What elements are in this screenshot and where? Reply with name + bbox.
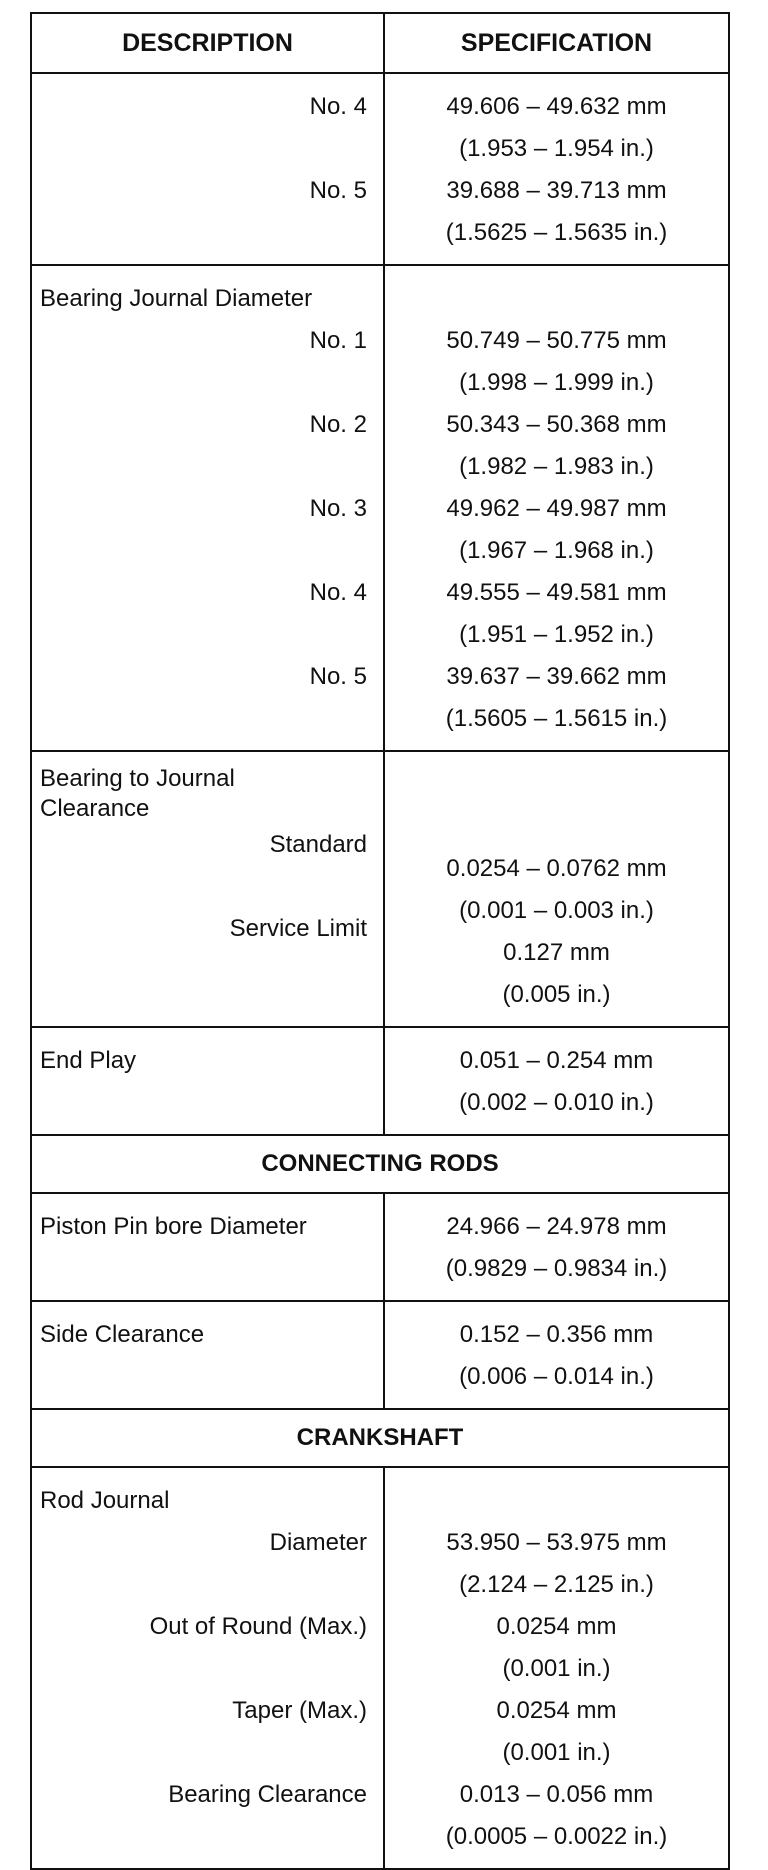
spec-value: (0.001 in.)	[502, 1739, 611, 1766]
spec-value: 49.606 – 49.632 mm	[446, 93, 667, 120]
item-label: Bearing Clearance	[168, 1781, 367, 1808]
spec-table	[30, 12, 730, 1870]
item-label	[40, 212, 367, 254]
item-label: No. 4	[309, 579, 367, 606]
specification-cell	[385, 1194, 728, 1300]
description-cell	[32, 74, 385, 264]
table-header	[32, 14, 728, 74]
spec-value: 0.127 mm	[503, 939, 610, 966]
spec-value: 53.950 – 53.975 mm	[446, 1529, 667, 1556]
section-heading: Bearing Journal Diameter	[40, 285, 313, 312]
piston-pin-bore-section	[32, 1194, 728, 1302]
spec-value: (0.005 in.)	[502, 981, 611, 1008]
item-label	[40, 128, 367, 170]
spec-value: (1.5605 – 1.5615 in.)	[445, 705, 668, 732]
spec-value	[385, 1480, 728, 1522]
spec-value: (1.982 – 1.983 in.)	[459, 453, 654, 480]
item-label: No. 2	[309, 411, 367, 438]
section-heading: Side Clearance	[40, 1321, 205, 1348]
item-label	[40, 446, 367, 488]
specification-cell	[385, 266, 728, 750]
spec-value: (0.002 – 0.010 in.)	[459, 1089, 654, 1116]
spec-value: 39.688 – 39.713 mm	[446, 177, 667, 204]
description-cell	[32, 1468, 385, 1868]
description-cell	[32, 1028, 385, 1134]
section-heading: Piston Pin bore Diameter	[40, 1213, 307, 1240]
item-label	[40, 530, 367, 572]
spec-value: (1.967 – 1.968 in.)	[459, 537, 654, 564]
description-cell	[32, 1302, 385, 1408]
item-label	[40, 1816, 367, 1858]
specification-cell	[385, 1028, 728, 1134]
description-cell	[32, 1194, 385, 1300]
connecting-rods-band: CONNECTING RODS	[32, 1136, 728, 1194]
spec-value: (1.5625 – 1.5635 in.)	[445, 219, 668, 246]
rod-journal-section	[32, 1468, 728, 1868]
item-label: Standard	[269, 831, 367, 858]
spec-value: 0.0254 mm	[496, 1613, 617, 1640]
end-play-section	[32, 1028, 728, 1136]
description-header: DESCRIPTION	[32, 14, 385, 72]
spec-value: 0.013 – 0.056 mm	[459, 1781, 654, 1808]
spec-value: 49.962 – 49.987 mm	[446, 495, 667, 522]
journal-continuation-section	[32, 74, 728, 266]
specification-cell	[385, 1468, 728, 1868]
item-label	[40, 698, 367, 740]
spec-value: 0.0254 mm	[496, 1697, 617, 1724]
item-label	[40, 1648, 367, 1690]
spec-value: 24.966 – 24.978 mm	[446, 1213, 667, 1240]
spec-value: (1.953 – 1.954 in.)	[459, 135, 654, 162]
spec-value: 50.343 – 50.368 mm	[446, 411, 667, 438]
item-label	[40, 866, 367, 908]
spec-value: 0.051 – 0.254 mm	[459, 1047, 654, 1074]
spec-value: 50.749 – 50.775 mm	[446, 327, 667, 354]
section-heading: End Play	[40, 1047, 137, 1074]
bearing-to-journal-clearance-section	[32, 752, 728, 1028]
spec-value: (1.998 – 1.999 in.)	[459, 369, 654, 396]
bearing-journal-diameter-section	[32, 266, 728, 752]
side-clearance-section	[32, 1302, 728, 1410]
description-cell	[32, 266, 385, 750]
spec-value: 0.0254 – 0.0762 mm	[446, 855, 667, 882]
description-cell	[32, 752, 385, 1026]
spec-value: 39.637 – 39.662 mm	[446, 663, 667, 690]
spec-value: (1.951 – 1.952 in.)	[459, 621, 654, 648]
section-heading-line1: Bearing to Journal	[40, 765, 235, 792]
item-label: No. 1	[309, 327, 367, 354]
item-label: No. 5	[309, 663, 367, 690]
specification-cell	[385, 1302, 728, 1408]
item-label: Taper (Max.)	[232, 1697, 367, 1724]
spec-spacer	[385, 806, 728, 848]
item-label: No. 3	[309, 495, 367, 522]
spec-spacer	[385, 764, 728, 806]
item-label	[40, 614, 367, 656]
section-heading: Rod Journal	[40, 1487, 170, 1514]
specification-header: SPECIFICATION	[460, 28, 653, 57]
specification-cell	[385, 752, 728, 1026]
spec-value: (0.9829 – 0.9834 in.)	[445, 1255, 668, 1282]
item-label: Service Limit	[229, 915, 367, 942]
specification-cell	[385, 74, 728, 264]
item-label	[40, 1564, 367, 1606]
crankshaft-band: CRANKSHAFT	[32, 1410, 728, 1468]
spec-value: (0.0005 – 0.0022 in.)	[445, 1823, 668, 1850]
item-label: No. 5	[309, 177, 367, 204]
spec-value	[385, 278, 728, 320]
section-heading-line2: Clearance	[40, 795, 150, 822]
item-label	[40, 1732, 367, 1774]
spec-value: 0.152 – 0.356 mm	[459, 1321, 654, 1348]
spec-value: (0.001 in.)	[502, 1655, 611, 1682]
item-label: Out of Round (Max.)	[149, 1613, 367, 1640]
item-label	[40, 362, 367, 404]
item-label: Diameter	[269, 1529, 367, 1556]
item-label: No. 4	[309, 93, 367, 120]
item-label	[40, 950, 367, 992]
spec-value: (2.124 – 2.125 in.)	[459, 1571, 654, 1598]
spec-value: (0.001 – 0.003 in.)	[459, 897, 654, 924]
spec-value: (0.006 – 0.014 in.)	[459, 1363, 654, 1390]
spec-value: 49.555 – 49.581 mm	[446, 579, 667, 606]
